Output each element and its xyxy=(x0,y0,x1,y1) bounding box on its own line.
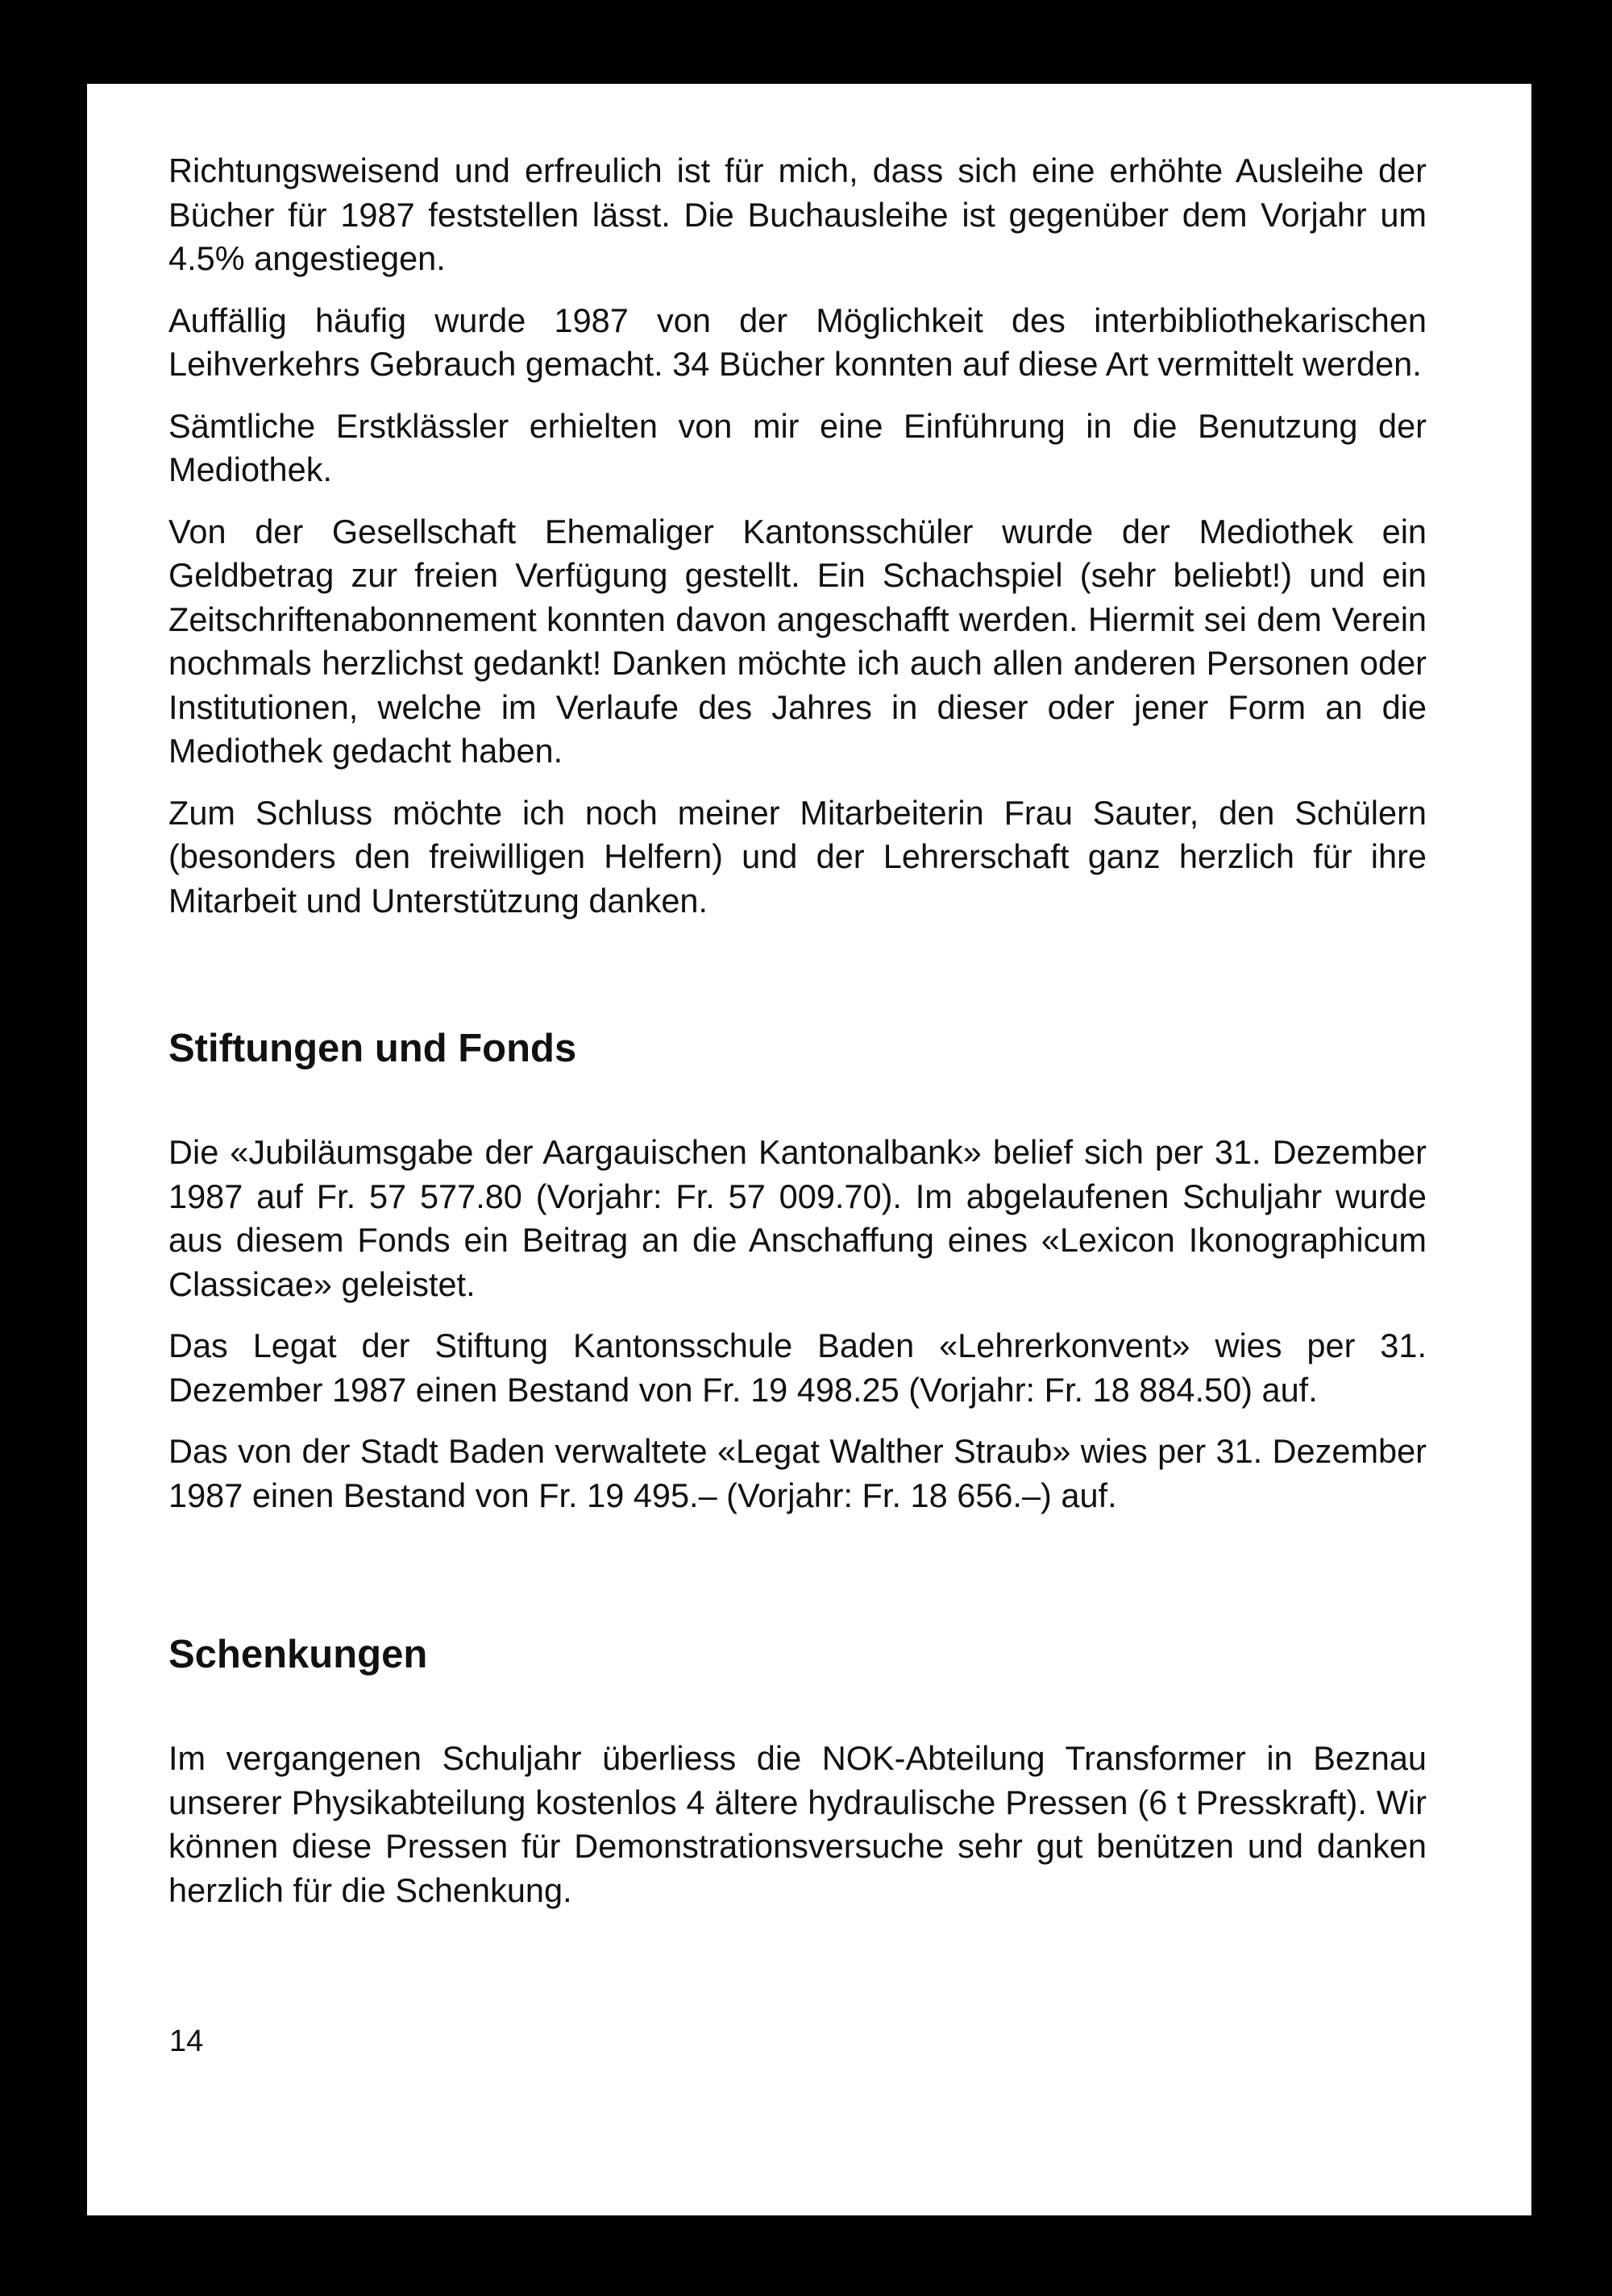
page-content xyxy=(168,149,1427,1930)
page-number: 14 xyxy=(169,2024,204,2058)
paragraph: Das Legat der Stiftung Kantonsschule Baden «Lehrerkonvent» wies per 31. Dezember 1987 einen Bestand von Fr. 19 498.25 (Vorjahr: Fr. 18 884.50) auf. xyxy=(168,1327,1427,1409)
paragraph: Sämtliche Erstklässler erhielten von mir eine Einführung in die Benutzung der Mediothek. xyxy=(168,406,1427,488)
section-heading-stiftungen: Stiftungen und Fonds xyxy=(168,1027,577,1070)
paragraph: Richtungsweisend und erfreulich ist für mich, dass sich eine erhöhte Ausleihe der Bücher für 1987 feststellen lässt. Die Buchausleihe ist gegenüber dem Vorjahr um 4.5% angestiegen. xyxy=(168,152,1427,277)
section-heading-schenkungen: Schenkungen xyxy=(168,1633,428,1676)
paragraph: Von der Gesellschaft Ehemaliger Kantonsschüler wurde der Mediothek ein Geldbetrag zur freien Verfügung gestellt. Ein Schachspiel (sehr beliebt!) und ein Zeitschriftenabonnement konnten davon angeschafft werden. Hiermit sei dem Verein nochmals herzlichst gedankt! Danken möchte ich auch allen anderen Personen oder Institutionen, welche im Verlaufe des Jahres in dieser oder jener Form an die Mediothek gedacht haben. xyxy=(168,512,1427,770)
paragraph: Die «Jubiläumsgabe der Aargauischen Kantonalbank» belief sich per 31. Dezember 1987 auf Fr. 57 577.80 (Vorjahr: Fr. 57 009.70). Im abgelaufenen Schuljahr wurde aus diesem Fonds ein Beitrag an die Anschaffung eines «Lexicon Ikonographicum Classicae» geleistet. xyxy=(168,1133,1427,1303)
paragraph: Auffällig häufig wurde 1987 von der Möglichkeit des interbibliothekarischen Leihverkehrs Gebrauch gemacht. 34 Bücher konnten auf diese Art vermittelt werden. xyxy=(168,301,1427,383)
paragraph: Das von der Stadt Baden verwaltete «Legat Walther Straub» wies per 31. Dezember 1987 einen Bestand von Fr. 19 495.– (Vorjahr: Fr. 18 656.–) auf. xyxy=(168,1432,1427,1514)
paragraph: Zum Schluss möchte ich noch meiner Mitarbeiterin Frau Sauter, den Schülern (besonders den freiwilligen Helfern) und der Lehrerschaft ganz herzlich für ihre Mitarbeit und Unterstützung danken. xyxy=(168,793,1427,920)
paragraph: Im vergangenen Schuljahr überliess die NOK-Abteilung Transformer in Beznau unserer Physikabteilung kostenlos 4 ältere hydraulische Pressen (6 t Presskraft). Wir können diese Pressen für Demonstrationsversuche sehr gut benützen und danken herzlich für die Schenkung. xyxy=(168,1739,1427,1909)
